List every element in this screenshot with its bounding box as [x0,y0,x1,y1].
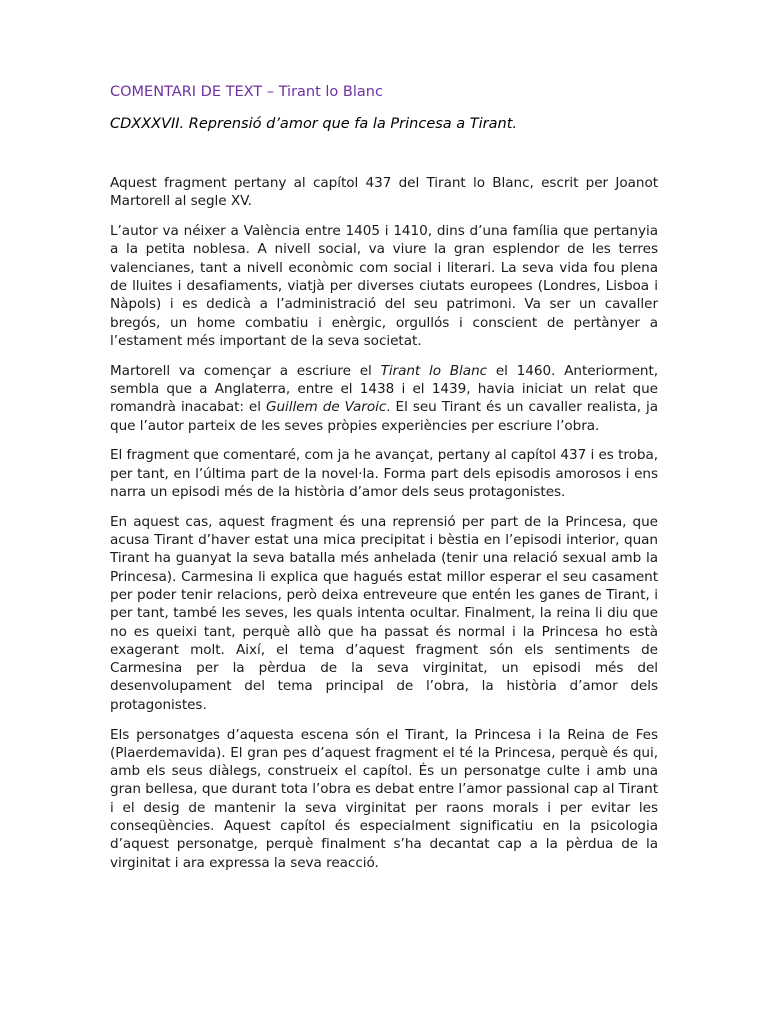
paragraph-text: El fragment que comentaré, com ja he avançat, pertany al capítol 437 i es troba, per tant, en l’última part de la novel·la. Forma part dels episodis amorosos i ens narra un episodi més de la història d’amor dels seus protagonistes. [110,447,658,500]
document-subtitle: CDXXXVII. Reprensió d’amor que fa la Princesa a Tirant. [110,116,518,132]
paragraph-text: Els personatges d’aquesta escena són el Tirant, la Princesa i la Reina de Fes (Plaerdemavida). El gran pes d’aquest fragment el té la Princesa, perquè és qui, amb els seus diàlegs, construeix el capítol. És un personatge culte i amb una gran bellesa, que durant tota l’obra es debat entre l’amor passional cap al Tirant i el desig de mantenir la seva virginitat per raons morals i per evitar les conseqüències. Aquest capítol és especialment significatiu en la psicologia d’aquest personatge, perquè finalment s’ha decantat cap a la pèrdua de la virginitat i ara expressa la seva reacció. [110,726,658,871]
paragraph-text: En aquest cas, aquest fragment és una reprensió per part de la Princesa, que acusa Tirant d’haver estat una mica precipitat i bèstia en l’episodi interior, quan Tirant ha guanyat la seva batalla més anhelada (tenir una relació sexual amb la Princesa). Carmesina li explica que hagués estat millor esperar el seu casament per poder tenir relacions, però deixa entreveure que entén les ganes de Tirant, i per tant, també les seves, les quals intenta ocultar. Finalment, la reina li diu que no es queixi tant, perquè allò que ha passat és normal i la Princesa ho està exagerant molt. Així, el tema d’aquest fragment són els sentiments de Carmesina per la pèrdua de la seva virginitat, un episodi més del desenvolupament del tema principal de l’obra, la història d’amor dels protagonistes. [110,513,658,713]
paragraph-text: . El seu Tirant és un cavaller realista, ja que l’autor parteix de les seves pròpies experiències per escriure l’obra. [110,399,658,434]
paragraph-text: Martorell va començar a escriure el [110,362,381,379]
document-body [110,174,658,883]
italic-title-text: Tirant lo Blanc [380,362,488,379]
paragraph-text: Aquest fragment pertany al capítol 437 del Tirant lo Blanc, escrit per Joanot Martorell al segle XV. [110,175,658,210]
paragraph-text: L’autor va néixer a València entre 1405 i 1410, dins d’una família que pertanyia a la petita noblesa. A nivell social, va viure la gran esplendor de les terres valencianes, tant a nivell econòmic com social i literari. La seva vida fou plena de lluites i desafiaments, viatjà per diverses ciutats europees (Londres, Lisboa i Nàpols) i es dedicà a l’administració del seu patrimoni. Va ser un cavaller bregós, un home combatiu i enèrgic, orgullós i conscient de pertànyer a l’estament més important de la seva societat. [110,223,658,349]
paragraph-text: el 1460. Anteriorment, sembla que a Anglaterra, entre el 1438 i el 1439, havia iniciat un relat que romandrà inacabat: el [110,362,659,416]
paragraph [110,513,658,714]
paragraph [110,446,658,501]
document-title: COMENTARI DE TEXT – Tirant lo Blanc [110,84,383,100]
italic-title-text: Guillem de Varoic [265,399,387,416]
paragraph [110,222,658,350]
paragraph [110,362,658,435]
paragraph [110,726,658,872]
paragraph [110,174,658,211]
